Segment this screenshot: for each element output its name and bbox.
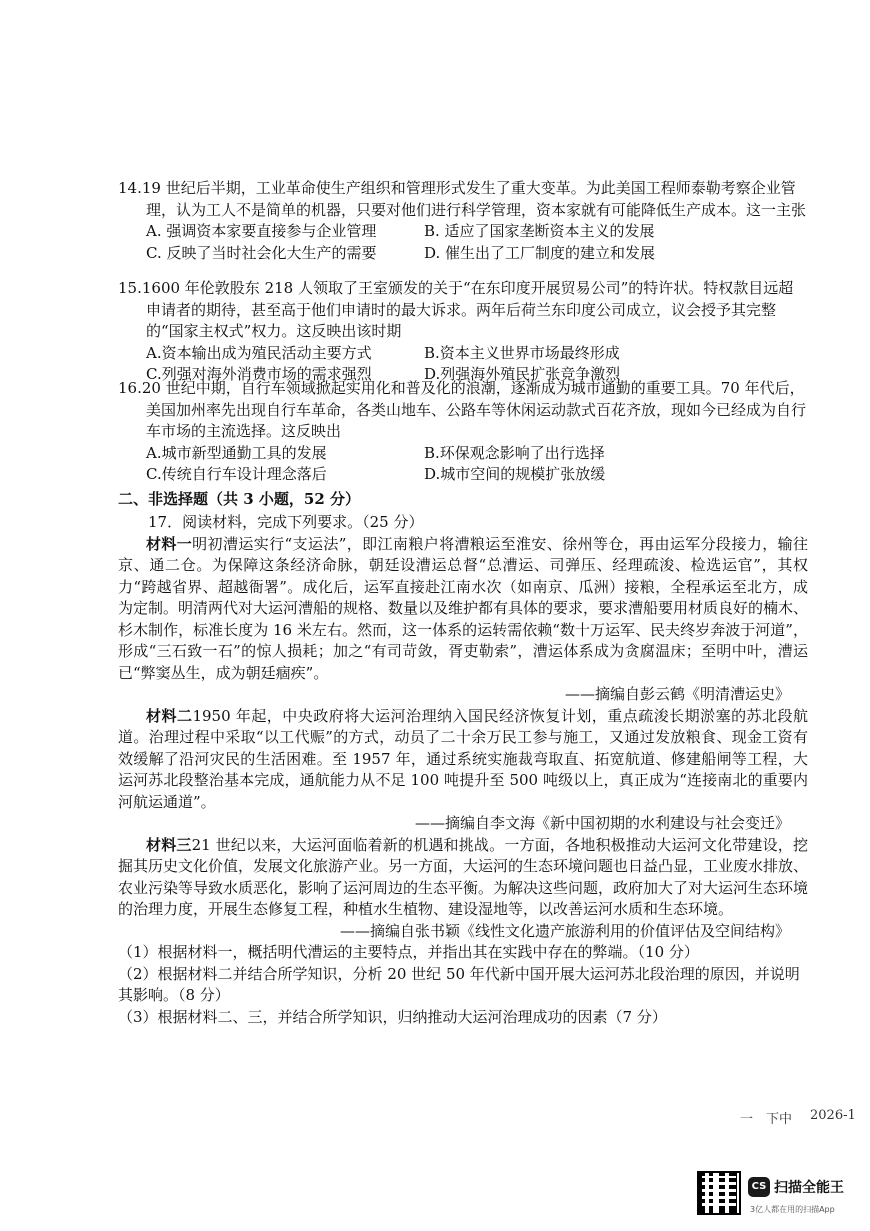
scanner-app-name: 扫描全能王 <box>774 1180 844 1196</box>
option-b: B.环保观念影响了出行选择 <box>424 443 605 462</box>
subquestion-number: （3） <box>118 1007 158 1026</box>
material-text: 21 世纪以来，大运河面临着新的机遇和挑战。一方面，各地积极推动大运河文化带建设，挖掘其历史文化价值，发展文化旅游产业。另一方面，大运河的生态环境问题也日益凸显，工业废水排放、农业污染等导致水质恶化，影响了运河周边的生态平衡。为解决这些问题，政府加大了对大运河生态环境的治理力度，开展生态修复工程，种植水生植物、建设湿地等，以改善运河水质和生态环境。 <box>118 835 809 918</box>
footer-left-fragment: 一 下中 <box>740 1112 793 1127</box>
question-16 <box>118 378 808 486</box>
option-c: C.列强对海外消费市场的需求强烈 <box>146 365 372 383</box>
option-b: B.资本主义世界市场最终形成 <box>424 343 620 362</box>
option-b: B. 适应了国家垄断资本主义的发展 <box>424 222 655 240</box>
material-text: 1950 年起，中央政府将大运河治理纳入国民经济恢复计划，重点疏浚长期淤塞的苏北段航道。治理过程中采取“以工代赈”的方式，动员了二十余万民工参与施工，又通过发放粮食、现金工资有效缓解了沿河灾民的生活困难。至 1957 年，通过系统实施裁弯取直、拓宽航道、修建船闸等工程，大运河苏北段整治基本完成，通航能力从不足 100 吨提升至 500 吨级以上，真正成为“连接南北的重要内河航运通道”。 <box>118 706 808 811</box>
question-stem: 14.19 世纪后半期，工业革命使生产组织和管理形式发生了重大变革。为此美国工程师泰勒考察企业管理，认为工人不是简单的机器，只要对他们进行科学管理，资本家就有可能降低生产成本。这一主张 <box>118 179 807 219</box>
material-source: ——摘编自彭云鹤《明清漕运史》 <box>564 685 790 703</box>
scanner-tagline: 3亿人都在用的扫描App <box>750 1205 835 1214</box>
question-stem: 15.1600 年伦敦股东 218 人领取了王室颁发的关于“在东印度开展贸易公司”的特许状。特权款目远超申请者的期待，甚至高于他们申请时的最大诉求。两年后荷兰东印度公司成立，议会授予其完整的“国家主权式”权力。这反映出该时期 <box>118 279 794 340</box>
option-c: C. 反映了当时社会化大生产的需要 <box>146 243 377 262</box>
option-row <box>118 243 808 265</box>
subquestion-2 <box>118 964 808 1007</box>
material-source: ——摘编自李文海《新中国初期的水利建设与社会变迁》 <box>414 814 790 832</box>
option-row <box>118 464 808 486</box>
section-title: 二、非选择题（共 3 小题，52 分） <box>118 490 360 508</box>
material-3 <box>118 835 808 921</box>
question-15 <box>118 278 808 386</box>
option-d: D.城市空间的规模扩张放缓 <box>424 465 606 483</box>
subquestion-text: 根据材料二、三，并结合所学知识，归纳推动大运河治理成功的因素（7 分） <box>157 1007 667 1026</box>
option-row <box>118 221 808 243</box>
footer-date-fragment: 2026-1 <box>810 1108 856 1123</box>
material-source: ——摘编自张书颖《线性文化遗产旅游利用的价值评估及空间结构》 <box>339 921 790 940</box>
camscanner-logo-icon: CS <box>748 1177 770 1197</box>
subquestion-1 <box>118 942 808 964</box>
material-1 <box>118 534 808 685</box>
option-c: C.传统自行车设计理念落后 <box>146 465 327 483</box>
qr-code-icon <box>697 1171 741 1215</box>
option-d: D.列强海外殖民扩张竞争激烈 <box>424 365 621 383</box>
subquestion-text: 根据材料一，概括明代漕运的主要特点，并指出其在实践中存在的弊端。（10 分） <box>157 943 699 961</box>
option-row <box>118 443 808 465</box>
subquestion-number: （2） <box>118 964 158 983</box>
question-17 <box>118 512 808 1028</box>
option-d: D. 催生出了工厂制度的建立和发展 <box>424 243 656 262</box>
question-14 <box>118 178 808 264</box>
material-2 <box>118 706 808 814</box>
material-label: 材料二 <box>146 706 193 725</box>
option-row <box>118 343 808 365</box>
option-a: A.城市新型通勤工具的发展 <box>146 443 327 462</box>
question-stem: 16.20 世纪中期，自行车领域掀起实用化和普及化的浪潮，逐渐成为城市通勤的重要工具。70 年代后，美国加州率先出现自行车革命，各类山地车、公路车等休闲运动款式百花齐放，现如今已经成为自行车市场的主流选择。这反映出 <box>118 379 807 440</box>
option-a: A. 强调资本家要直接参与企业管理 <box>146 222 377 240</box>
subquestion-number: （1） <box>118 943 158 961</box>
material-label: 材料一 <box>146 534 193 553</box>
subquestion-3 <box>118 1007 808 1029</box>
option-a: A.资本输出成为殖民活动主要方式 <box>146 343 372 362</box>
material-text: 明初漕运实行“支运法”，即江南粮户将漕粮运至淮安、徐州等仓，再由运军分段接力，输往京、通二仓。为保障这条经济命脉，朝廷设漕运总督“总漕运、司弹压、经理疏浚、检选运官”，其权力“跨越省界、超越衙署”。成化后，运军直接赴江南水次（如南京、瓜洲）接粮，全程承运至北方，成为定制。明清两代对大运河漕船的规格、数量以及维护都有具体的要求，要求漕船要用材质良好的楠木、杉木制作，标准长度为 16 米左右。然而，这一体系的运转需依赖“数十万运军、民夫终岁奔波于河道”，形成“三石致一石”的惊人损耗；加之“有司苛敛，胥吏勒索”，漕运体系成为贪腐温床；至明中叶，漕运已“弊窦丛生，成为朝廷痼疾”。 <box>118 534 809 682</box>
material-label: 材料三 <box>146 835 192 854</box>
subquestion-text: 根据材料二并结合所学知识，分析 20 世纪 50 年代新中国开展大运河苏北段治理的原因，并说明其影响。（8 分） <box>118 964 800 1004</box>
question-17-intro: 17．阅读材料，完成下列要求。（25 分） <box>148 513 424 531</box>
